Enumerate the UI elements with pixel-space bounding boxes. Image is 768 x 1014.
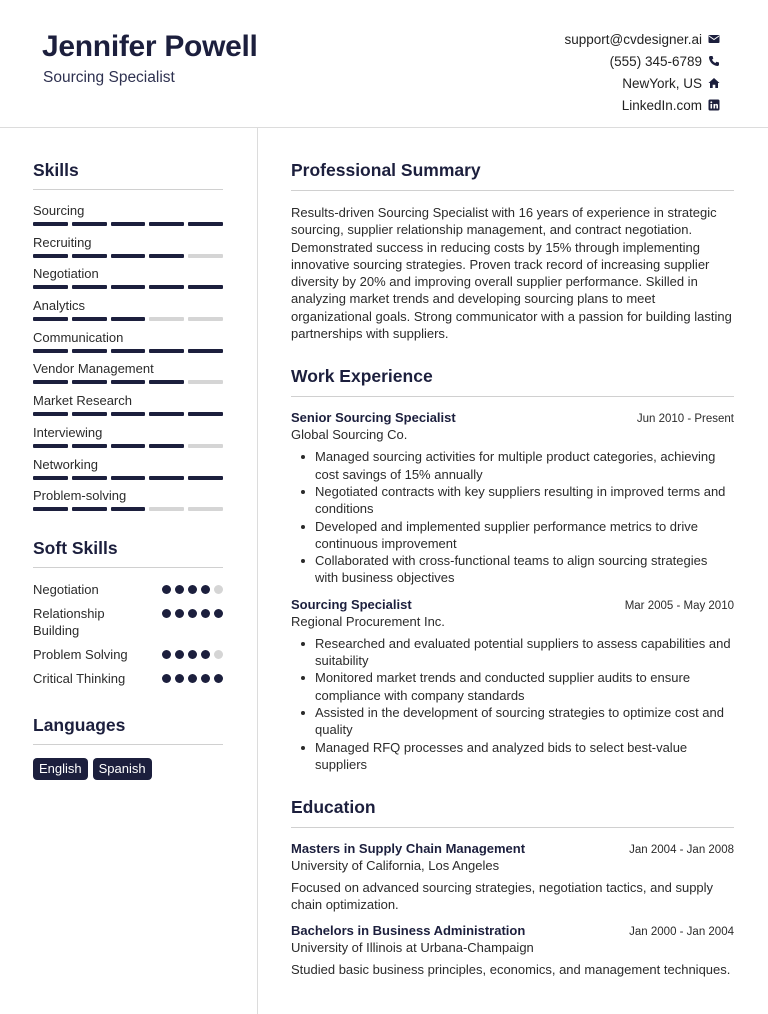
job-company: Regional Procurement Inc. [291, 613, 445, 629]
skill-level-segment [111, 254, 146, 258]
education-entry [291, 923, 734, 978]
skill-item [33, 488, 223, 520]
rating-dot [201, 650, 210, 659]
soft-skill-rating [162, 670, 223, 683]
languages-heading: Languages [33, 715, 223, 745]
skill-level-segment [149, 254, 184, 258]
job-title: Sourcing Specialist [291, 596, 412, 612]
skill-level-segment [111, 507, 146, 511]
skill-level-segment [72, 222, 107, 226]
skill-level-segment [188, 349, 223, 353]
soft-skill-rating [162, 646, 223, 659]
skill-level-segment [111, 444, 146, 448]
skill-item [33, 425, 223, 457]
skill-level-segment [72, 254, 107, 258]
skill-level-segment [188, 222, 223, 226]
soft-skills-section [33, 538, 223, 687]
education-heading: Education [291, 797, 734, 828]
skill-item [33, 330, 223, 362]
contact-location-text: NewYork, US [622, 75, 702, 91]
skill-level-segment [33, 317, 68, 321]
experience-section [291, 366, 734, 773]
school-name: University of California, Los Angeles [291, 858, 500, 874]
job-bullet: Developed and implemented supplier performance metrics to drive continuous improvement [291, 518, 734, 553]
skill-item [33, 393, 223, 425]
soft-skill-item [33, 581, 223, 598]
education-entry [291, 841, 734, 914]
job-bullets [291, 448, 734, 586]
job-dates: Mar 2005 - May 2010 [624, 599, 734, 612]
job-bullet: Monitored market trends and conducted supplier audits to ensure compliance with company standards [291, 669, 734, 704]
job-title: Senior Sourcing Specialist [291, 410, 456, 426]
home-icon [708, 77, 720, 89]
rating-dot [201, 609, 210, 618]
skill-level-segment [149, 349, 184, 353]
skill-level-segment [149, 380, 184, 384]
skill-level-segment [33, 476, 68, 480]
contact-list [564, 28, 720, 116]
column-divider [257, 128, 258, 1014]
rating-dot [175, 585, 184, 594]
skill-level-bar [33, 444, 223, 448]
skill-level-segment [72, 317, 107, 321]
language-tags [33, 758, 223, 780]
skill-level-segment [188, 317, 223, 321]
skill-item [33, 457, 223, 489]
skill-level-segment [149, 222, 184, 226]
envelope-icon [708, 33, 720, 45]
skill-level-bar [33, 317, 223, 321]
sidebar [33, 160, 223, 780]
soft-skill-name: Negotiation [33, 581, 99, 597]
skill-level-bar [33, 380, 223, 384]
job-bullets [291, 635, 734, 773]
skill-name: Networking [33, 456, 99, 472]
rating-dot [162, 650, 171, 659]
job-company: Global Sourcing Co. [291, 427, 408, 443]
job-entry [291, 597, 734, 773]
skill-level-segment [72, 285, 107, 289]
skill-name: Analytics [33, 298, 86, 314]
contact-phone[interactable] [564, 50, 720, 72]
skill-level-segment [111, 317, 146, 321]
skill-level-segment [188, 254, 223, 258]
job-bullet: Collaborated with cross-functional teams to align sourcing strategies with business objectives [291, 552, 734, 587]
main-content [291, 160, 734, 987]
resume-header [0, 0, 768, 128]
skills-heading: Skills [33, 160, 223, 190]
skill-level-segment [149, 507, 184, 511]
soft-skill-item [33, 605, 223, 639]
rating-dot [201, 674, 210, 683]
soft-skill-rating [162, 605, 223, 618]
education-list [291, 841, 734, 978]
job-header [291, 410, 734, 425]
skill-level-segment [72, 476, 107, 480]
rating-dot [214, 650, 223, 659]
candidate-role: Sourcing Specialist [43, 69, 175, 86]
skill-level-segment [188, 380, 223, 384]
education-description: Studied basic business principles, economics, and management techniques. [291, 961, 731, 977]
skill-level-segment [149, 317, 184, 321]
skill-level-segment [72, 507, 107, 511]
rating-dot [162, 674, 171, 683]
degree-title: Masters in Supply Chain Management [291, 841, 526, 857]
education-section [291, 797, 734, 978]
skill-level-bar [33, 285, 223, 289]
rating-dot [214, 609, 223, 618]
rating-dot [175, 674, 184, 683]
phone-icon [708, 55, 720, 67]
skill-level-segment [33, 507, 68, 511]
education-dates: Jan 2004 - Jan 2008 [629, 844, 734, 857]
skill-name: Recruiting [33, 234, 92, 250]
education-header [291, 923, 734, 938]
skill-level-segment [149, 476, 184, 480]
job-dates: Jun 2010 - Present [636, 413, 734, 426]
soft-skill-name: Critical Thinking [33, 670, 126, 686]
skill-item [33, 266, 223, 298]
skill-level-segment [188, 285, 223, 289]
education-description: Focused on advanced sourcing strategies, negotiation tactics, and supply chain optimization. [291, 880, 714, 913]
skill-item [33, 235, 223, 267]
skill-level-segment [188, 444, 223, 448]
contact-linkedin[interactable] [564, 94, 720, 116]
skill-name: Market Research [33, 393, 132, 409]
job-entry [291, 410, 734, 586]
skill-level-segment [111, 412, 146, 416]
rating-dot [188, 674, 197, 683]
skill-level-segment [188, 507, 223, 511]
skill-level-segment [72, 412, 107, 416]
soft-skill-item [33, 670, 223, 687]
skill-level-bar [33, 254, 223, 258]
skill-level-segment [33, 444, 68, 448]
rating-dot [201, 585, 210, 594]
skill-level-segment [33, 285, 68, 289]
skill-level-segment [188, 412, 223, 416]
skills-list [33, 203, 223, 520]
contact-linkedin-text: LinkedIn.com [621, 97, 702, 113]
skill-level-segment [72, 380, 107, 384]
summary-text: Results-driven Sourcing Specialist with 16 years of experience in strategic sourcing, supplier relationship management, and contract negotiation. Demonstrated success in reducing costs by 15% through implementing innovative sourcing strategies. Proven track record of increasing supplier diversity by 20% and improving overall supplier performance. Skilled in analyzing market trends and developing sourcing plans to meet organizational goals. Strong communicator with a passion for building lasting partnerships with suppliers. [291, 205, 732, 342]
education-dates: Jan 2000 - Jan 2004 [629, 925, 734, 938]
skill-level-bar [33, 412, 223, 416]
contact-email-text: support@cvdesigner.ai [564, 31, 702, 47]
education-header [291, 841, 734, 856]
skill-level-segment [33, 380, 68, 384]
skill-level-segment [33, 349, 68, 353]
language-tag: Spanish [93, 758, 152, 780]
skill-level-segment [111, 380, 146, 384]
school-name: University of Illinois at Urbana-Champaign [291, 939, 534, 955]
skill-item [33, 298, 223, 330]
soft-skill-rating [162, 581, 223, 594]
soft-skill-name: Problem Solving [33, 646, 128, 662]
skill-level-segment [149, 412, 184, 416]
job-list [291, 410, 734, 773]
language-tag: English [33, 758, 88, 780]
skill-level-segment [188, 476, 223, 480]
skill-name: Vendor Management [33, 361, 154, 377]
skill-level-segment [72, 349, 107, 353]
skill-level-bar [33, 222, 223, 226]
skill-name: Interviewing [33, 424, 103, 440]
degree-title: Bachelors in Business Administration [291, 922, 526, 938]
rating-dot [175, 650, 184, 659]
rating-dot [162, 585, 171, 594]
rating-dot [175, 609, 184, 618]
rating-dot [214, 585, 223, 594]
skill-level-segment [33, 222, 68, 226]
job-bullet: Managed sourcing activities for multiple product categories, achieving cost savings of 15% annually [291, 448, 734, 483]
soft-skill-name: Relationship Building [33, 605, 105, 638]
job-bullet: Assisted in the development of sourcing strategies to optimize cost and quality [291, 704, 734, 739]
contact-phone-text: (555) 345-6789 [609, 53, 702, 69]
rating-dot [188, 609, 197, 618]
skill-level-segment [72, 444, 107, 448]
skill-name: Sourcing [33, 203, 85, 218]
contact-location [564, 72, 720, 94]
job-header [291, 597, 734, 612]
skill-level-segment [149, 285, 184, 289]
rating-dot [214, 674, 223, 683]
skill-item [33, 361, 223, 393]
soft-skills-heading: Soft Skills [33, 538, 223, 568]
experience-heading: Work Experience [291, 366, 734, 397]
skill-level-bar [33, 349, 223, 353]
skill-level-segment [111, 476, 146, 480]
rating-dot [162, 609, 171, 618]
rating-dot [188, 650, 197, 659]
job-bullet: Negotiated contracts with key suppliers resulting in improved terms and conditions [291, 483, 734, 518]
linkedin-icon [708, 99, 720, 111]
skill-level-bar [33, 507, 223, 511]
skill-name: Communication [33, 329, 124, 345]
soft-skill-item [33, 646, 223, 663]
job-bullet: Researched and evaluated potential suppliers to assess capabilities and suitability [291, 635, 734, 670]
skill-item [33, 203, 223, 235]
skill-level-segment [33, 254, 68, 258]
skill-level-segment [111, 222, 146, 226]
job-bullet: Managed RFQ processes and analyzed bids to select best-value suppliers [291, 739, 734, 774]
languages-section [33, 715, 223, 780]
skill-level-segment [149, 444, 184, 448]
contact-email[interactable] [564, 28, 720, 50]
skill-level-segment [33, 412, 68, 416]
skill-level-bar [33, 476, 223, 480]
skill-name: Problem-solving [33, 488, 127, 504]
skill-level-segment [111, 349, 146, 353]
skill-name: Negotiation [33, 266, 99, 282]
rating-dot [188, 585, 197, 594]
summary-heading: Professional Summary [291, 160, 734, 191]
candidate-name: Jennifer Powell [42, 30, 258, 63]
skill-level-segment [111, 285, 146, 289]
soft-skills-list [33, 581, 223, 687]
